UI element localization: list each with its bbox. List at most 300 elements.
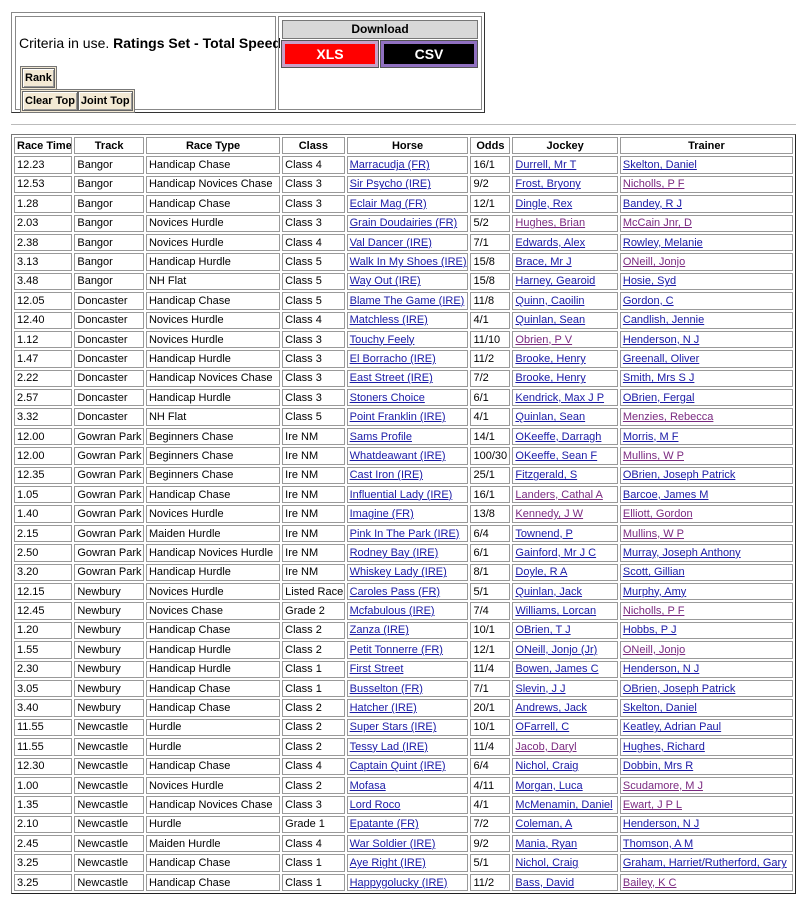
trainer-link[interactable]: ONeill, Jonjo bbox=[622, 643, 686, 656]
jockey-link[interactable]: Landers, Cathal A bbox=[515, 488, 603, 501]
table-row bbox=[14, 816, 793, 833]
trainer-cell bbox=[620, 602, 793, 619]
jockey-link[interactable]: ONeill, Jonjo (Jr) bbox=[515, 643, 598, 656]
jockey-cell bbox=[512, 738, 617, 755]
horse-link[interactable]: Tessy Lad (IRE) bbox=[349, 740, 428, 753]
trainer-link[interactable]: Elliott, Gordon bbox=[622, 508, 693, 521]
jockey-link[interactable]: Fitzgerald, S bbox=[515, 469, 578, 482]
horse-link[interactable]: Busselton (FR) bbox=[349, 682, 423, 695]
jockey-cell bbox=[512, 156, 617, 173]
table-row bbox=[14, 195, 793, 212]
jockey-link[interactable]: Slevin, J J bbox=[515, 682, 566, 695]
track-cell: Gowran Park bbox=[74, 467, 144, 484]
trainer-cell bbox=[620, 505, 793, 522]
horse-cell bbox=[347, 408, 469, 425]
jockey-link[interactable]: Brooke, Henry bbox=[515, 372, 586, 385]
race-time-cell: 3.48 bbox=[14, 273, 72, 290]
trainer-link[interactable]: Skelton, Daniel bbox=[622, 159, 697, 172]
class-cell: Class 2 bbox=[282, 622, 344, 639]
odds-cell: 11/4 bbox=[470, 661, 510, 678]
trainer-cell bbox=[620, 312, 793, 329]
track-cell: Gowran Park bbox=[74, 505, 144, 522]
trainer-link[interactable]: Rowley, Melanie bbox=[622, 236, 703, 249]
horse-cell bbox=[347, 253, 469, 270]
jockey-link[interactable]: Dingle, Rex bbox=[515, 197, 573, 210]
jockey-link[interactable]: Brace, Mr J bbox=[515, 256, 572, 269]
track-cell: Bangor bbox=[74, 176, 144, 193]
track-cell: Newcastle bbox=[74, 777, 144, 794]
table-row bbox=[14, 389, 793, 406]
horse-link[interactable]: Pink In The Park (IRE) bbox=[349, 527, 460, 540]
class-cell: Class 2 bbox=[282, 777, 344, 794]
trainer-link[interactable]: Nicholls, P F bbox=[622, 178, 685, 191]
jockey-cell bbox=[512, 505, 617, 522]
trainer-link[interactable]: Bailey, K C bbox=[622, 876, 677, 889]
class-cell: Class 3 bbox=[282, 176, 344, 193]
table-row bbox=[14, 273, 793, 290]
jockey-link[interactable]: Nichol, Craig bbox=[515, 857, 579, 870]
horse-link[interactable]: Aye Right (IRE) bbox=[349, 857, 426, 870]
track-cell: Gowran Park bbox=[74, 525, 144, 542]
trainer-link[interactable]: Hosie, Syd bbox=[622, 275, 677, 288]
race-time-cell: 3.20 bbox=[14, 564, 72, 581]
horse-cell bbox=[347, 719, 469, 736]
column-header-race-type: Race Type bbox=[146, 137, 280, 154]
criteria-text bbox=[19, 35, 281, 51]
horse-link[interactable]: Captain Quint (IRE) bbox=[349, 760, 446, 773]
horse-link[interactable]: Matchless (IRE) bbox=[349, 314, 428, 327]
race-time-cell: 12.15 bbox=[14, 583, 72, 600]
horse-cell bbox=[347, 505, 469, 522]
horse-link[interactable]: Influential Lady (IRE) bbox=[349, 488, 453, 501]
race-time-cell: 2.38 bbox=[14, 234, 72, 251]
race-type-cell: Handicap Hurdle bbox=[146, 564, 280, 581]
track-cell: Newcastle bbox=[74, 816, 144, 833]
trainer-cell bbox=[620, 195, 793, 212]
horse-link[interactable]: Happygolucky (IRE) bbox=[349, 876, 448, 889]
trainer-link[interactable]: Bandey, R J bbox=[622, 197, 682, 210]
track-cell: Bangor bbox=[74, 253, 144, 270]
class-cell: Class 5 bbox=[282, 273, 344, 290]
trainer-link[interactable]: Keatley, Adrian Paul bbox=[622, 721, 722, 734]
trainer-cell bbox=[620, 331, 793, 348]
class-cell: Class 3 bbox=[282, 215, 344, 232]
trainer-cell bbox=[620, 738, 793, 755]
table-row bbox=[14, 505, 793, 522]
trainer-link[interactable]: Candlish, Jennie bbox=[622, 314, 705, 327]
jockey-link[interactable]: Quinlan, Sean bbox=[515, 314, 586, 327]
race-time-cell: 3.13 bbox=[14, 253, 72, 270]
trainer-cell bbox=[620, 777, 793, 794]
race-time-cell: 2.03 bbox=[14, 215, 72, 232]
horse-link[interactable]: Marracudja (FR) bbox=[349, 159, 430, 172]
jockey-link[interactable]: Andrews, Jack bbox=[515, 702, 587, 715]
class-cell: Class 1 bbox=[282, 854, 344, 871]
horse-link[interactable]: Hatcher (IRE) bbox=[349, 702, 417, 715]
odds-cell: 5/1 bbox=[470, 583, 510, 600]
trainer-link[interactable]: Barcoe, James M bbox=[622, 488, 709, 501]
odds-cell: 7/1 bbox=[470, 234, 510, 251]
jockey-cell bbox=[512, 719, 617, 736]
trainer-link[interactable]: OBrien, Joseph Patrick bbox=[622, 682, 736, 695]
track-cell: Doncaster bbox=[74, 370, 144, 387]
horse-link[interactable]: Zanza (IRE) bbox=[349, 624, 409, 637]
jockey-link[interactable]: Brooke, Henry bbox=[515, 352, 586, 365]
race-time-cell: 1.12 bbox=[14, 331, 72, 348]
race-type-cell: Handicap Chase bbox=[146, 874, 280, 891]
odds-cell: 7/2 bbox=[470, 370, 510, 387]
horse-cell bbox=[347, 447, 469, 464]
horse-link[interactable]: Caroles Pass (FR) bbox=[349, 585, 441, 598]
class-cell: Class 2 bbox=[282, 699, 344, 716]
trainer-link[interactable]: Gordon, C bbox=[622, 294, 674, 307]
jockey-cell bbox=[512, 680, 617, 697]
odds-cell: 6/1 bbox=[470, 389, 510, 406]
race-type-cell: Novices Hurdle bbox=[146, 583, 280, 600]
odds-cell: 12/1 bbox=[470, 195, 510, 212]
horse-cell bbox=[347, 292, 469, 309]
jockey-link[interactable]: Gainford, Mr J C bbox=[515, 546, 597, 559]
odds-cell: 11/2 bbox=[470, 350, 510, 367]
odds-cell: 16/1 bbox=[470, 156, 510, 173]
race-time-cell: 12.53 bbox=[14, 176, 72, 193]
table-row bbox=[14, 699, 793, 716]
horse-link[interactable]: Imagine (FR) bbox=[349, 508, 414, 521]
horse-link[interactable]: Super Stars (IRE) bbox=[349, 721, 437, 734]
horse-cell bbox=[347, 738, 469, 755]
track-cell: Gowran Park bbox=[74, 486, 144, 503]
track-cell: Gowran Park bbox=[74, 428, 144, 445]
trainer-link[interactable]: Hobbs, P J bbox=[622, 624, 677, 637]
horse-link[interactable]: First Street bbox=[349, 663, 404, 676]
horse-cell bbox=[347, 486, 469, 503]
horse-link[interactable]: Lord Roco bbox=[349, 798, 401, 811]
horse-cell bbox=[347, 156, 469, 173]
track-cell: Doncaster bbox=[74, 350, 144, 367]
horse-link[interactable]: Rodney Bay (IRE) bbox=[349, 546, 439, 559]
race-type-cell: Hurdle bbox=[146, 719, 280, 736]
jockey-link[interactable]: Bass, David bbox=[515, 876, 575, 889]
track-cell: Bangor bbox=[74, 195, 144, 212]
trainer-link[interactable]: McCain Jnr, D bbox=[622, 217, 692, 230]
table-row bbox=[14, 544, 793, 561]
jockey-link[interactable]: Harney, Gearoid bbox=[515, 275, 596, 288]
race-time-cell: 1.20 bbox=[14, 622, 72, 639]
race-type-cell: Handicap Hurdle bbox=[146, 661, 280, 678]
jockey-cell bbox=[512, 292, 617, 309]
race-time-cell: 12.45 bbox=[14, 602, 72, 619]
horse-cell bbox=[347, 816, 469, 833]
horse-link[interactable]: Grain Doudairies (FR) bbox=[349, 217, 458, 230]
trainer-link[interactable]: Scott, Gillian bbox=[622, 566, 685, 579]
horse-cell bbox=[347, 699, 469, 716]
odds-cell: 7/4 bbox=[470, 602, 510, 619]
jockey-cell bbox=[512, 215, 617, 232]
rank-button-wrap bbox=[20, 66, 57, 90]
trainer-cell bbox=[620, 253, 793, 270]
horse-link[interactable]: Epatante (FR) bbox=[349, 818, 419, 831]
table-row bbox=[14, 777, 793, 794]
trainer-link[interactable]: Morris, M F bbox=[622, 430, 679, 443]
jockey-cell bbox=[512, 350, 617, 367]
trainer-cell bbox=[620, 854, 793, 871]
horse-link[interactable]: El Borracho (IRE) bbox=[349, 352, 436, 365]
horse-cell bbox=[347, 602, 469, 619]
jockey-link[interactable]: OBrien, T J bbox=[515, 624, 571, 637]
race-type-cell: Handicap Chase bbox=[146, 486, 280, 503]
column-header-trainer: Trainer bbox=[620, 137, 793, 154]
horse-link[interactable]: Way Out (IRE) bbox=[349, 275, 421, 288]
trainer-link[interactable]: Murphy, Amy bbox=[622, 585, 687, 598]
trainer-cell bbox=[620, 680, 793, 697]
trainer-link[interactable]: Greenall, Oliver bbox=[622, 352, 700, 365]
horse-link[interactable]: Eclair Mag (FR) bbox=[349, 197, 427, 210]
odds-cell: 7/2 bbox=[470, 816, 510, 833]
jockey-link[interactable]: Townend, P bbox=[515, 527, 573, 540]
jockey-link[interactable]: Williams, Lorcan bbox=[515, 605, 597, 618]
jockey-link[interactable]: Kendrick, Max J P bbox=[515, 391, 605, 404]
xls-download-button[interactable]: XLS bbox=[282, 41, 378, 67]
class-cell: Class 5 bbox=[282, 292, 344, 309]
track-cell: Newcastle bbox=[74, 758, 144, 775]
horse-link[interactable]: Walk In My Shoes (IRE) bbox=[349, 256, 467, 269]
horse-cell bbox=[347, 874, 469, 891]
race-time-cell: 3.25 bbox=[14, 854, 72, 871]
trainer-link[interactable]: Mullins, W P bbox=[622, 449, 684, 462]
jockey-link[interactable]: Bowen, James C bbox=[515, 663, 599, 676]
top-buttons-wrap bbox=[20, 89, 135, 113]
race-type-cell: Handicap Hurdle bbox=[146, 389, 280, 406]
odds-cell: 16/1 bbox=[470, 486, 510, 503]
jockey-cell bbox=[512, 408, 617, 425]
race-time-cell: 3.40 bbox=[14, 699, 72, 716]
trainer-cell bbox=[620, 176, 793, 193]
jockey-cell bbox=[512, 389, 617, 406]
trainer-link[interactable]: Henderson, N J bbox=[622, 663, 700, 676]
odds-cell: 15/8 bbox=[470, 253, 510, 270]
jockey-link[interactable]: Obrien, P V bbox=[515, 333, 573, 346]
race-time-cell: 1.40 bbox=[14, 505, 72, 522]
track-cell: Newbury bbox=[74, 602, 144, 619]
trainer-link[interactable]: Scudamore, M J bbox=[622, 779, 703, 792]
jockey-link[interactable]: Durrell, Mr T bbox=[515, 159, 577, 172]
race-time-cell: 3.32 bbox=[14, 408, 72, 425]
jockey-link[interactable]: Quinlan, Jack bbox=[515, 585, 583, 598]
trainer-cell bbox=[620, 234, 793, 251]
track-cell: Bangor bbox=[74, 273, 144, 290]
class-cell: Ire NM bbox=[282, 486, 344, 503]
jockey-cell bbox=[512, 195, 617, 212]
odds-cell: 4/1 bbox=[470, 312, 510, 329]
jockey-cell bbox=[512, 777, 617, 794]
jockey-cell bbox=[512, 544, 617, 561]
table-row bbox=[14, 583, 793, 600]
class-cell: Class 3 bbox=[282, 350, 344, 367]
trainer-link[interactable]: Graham, Harriet/Rutherford, Gary bbox=[622, 857, 787, 870]
horse-link[interactable]: Sams Profile bbox=[349, 430, 412, 443]
track-cell: Newbury bbox=[74, 680, 144, 697]
horse-cell bbox=[347, 854, 469, 871]
horse-link[interactable]: Mcfabulous (IRE) bbox=[349, 605, 435, 618]
race-time-cell: 12.35 bbox=[14, 467, 72, 484]
horse-link[interactable]: Val Dancer (IRE) bbox=[349, 236, 432, 249]
table-row bbox=[14, 564, 793, 581]
csv-download-button[interactable]: CSV bbox=[381, 41, 477, 67]
race-type-cell: Handicap Chase bbox=[146, 292, 280, 309]
horse-link[interactable]: Mofasa bbox=[349, 779, 386, 792]
class-cell: Class 4 bbox=[282, 758, 344, 775]
jockey-link[interactable]: Nichol, Craig bbox=[515, 760, 579, 773]
jockey-link[interactable]: OKeeffe, Sean F bbox=[515, 449, 598, 462]
horse-link[interactable]: Petit Tonnerre (FR) bbox=[349, 643, 443, 656]
odds-cell: 11/8 bbox=[470, 292, 510, 309]
jockey-cell bbox=[512, 854, 617, 871]
trainer-cell bbox=[620, 156, 793, 173]
track-cell: Bangor bbox=[74, 215, 144, 232]
race-time-cell: 1.55 bbox=[14, 641, 72, 658]
class-cell: Ire NM bbox=[282, 467, 344, 484]
race-type-cell: Handicap Novices Hurdle bbox=[146, 544, 280, 561]
race-type-cell: Hurdle bbox=[146, 816, 280, 833]
trainer-cell bbox=[620, 661, 793, 678]
jockey-link[interactable]: Coleman, A bbox=[515, 818, 573, 831]
trainer-link[interactable]: Skelton, Daniel bbox=[622, 702, 697, 715]
jockey-cell bbox=[512, 699, 617, 716]
trainer-link[interactable]: Menzies, Rebecca bbox=[622, 411, 714, 424]
jockey-link[interactable]: Mania, Ryan bbox=[515, 837, 578, 850]
track-cell: Newbury bbox=[74, 699, 144, 716]
race-type-cell: Beginners Chase bbox=[146, 447, 280, 464]
class-cell: Class 2 bbox=[282, 641, 344, 658]
jockey-link[interactable]: Quinlan, Sean bbox=[515, 411, 586, 424]
horse-cell bbox=[347, 331, 469, 348]
odds-cell: 4/1 bbox=[470, 796, 510, 813]
horse-link[interactable]: Whiskey Lady (IRE) bbox=[349, 566, 447, 579]
race-time-cell: 3.05 bbox=[14, 680, 72, 697]
trainer-link[interactable]: Smith, Mrs S J bbox=[622, 372, 695, 385]
trainer-link[interactable]: Henderson, N J bbox=[622, 818, 700, 831]
jockey-link[interactable]: Quinn, Caoilin bbox=[515, 294, 585, 307]
column-header-track: Track bbox=[74, 137, 144, 154]
jockey-link[interactable]: McMenamin, Daniel bbox=[515, 798, 613, 811]
clear-top-button[interactable]: Clear Top bbox=[22, 91, 78, 111]
horse-link[interactable]: Stoners Choice bbox=[349, 391, 425, 404]
trainer-link[interactable]: Dobbin, Mrs R bbox=[622, 760, 694, 773]
odds-cell: 11/2 bbox=[470, 874, 510, 891]
class-cell: Listed Race bbox=[282, 583, 344, 600]
trainer-cell bbox=[620, 835, 793, 852]
trainer-cell bbox=[620, 447, 793, 464]
jockey-link[interactable]: Jacob, Daryl bbox=[515, 740, 577, 753]
jockey-link[interactable]: Doyle, R A bbox=[515, 566, 568, 579]
trainer-link[interactable]: Murray, Joseph Anthony bbox=[622, 546, 741, 559]
race-time-cell: 1.05 bbox=[14, 486, 72, 503]
class-cell: Class 3 bbox=[282, 195, 344, 212]
race-time-cell: 12.40 bbox=[14, 312, 72, 329]
race-type-cell: Maiden Hurdle bbox=[146, 525, 280, 542]
race-type-cell: Handicap Chase bbox=[146, 156, 280, 173]
race-type-cell: Hurdle bbox=[146, 738, 280, 755]
horse-link[interactable]: Blame The Game (IRE) bbox=[349, 294, 465, 307]
jockey-link[interactable]: Hughes, Brian bbox=[515, 217, 586, 230]
jockey-link[interactable]: OKeeffe, Darragh bbox=[515, 430, 602, 443]
jockey-cell bbox=[512, 467, 617, 484]
trainer-link[interactable]: Ewart, J P L bbox=[622, 798, 682, 811]
horse-link[interactable]: Cast Iron (IRE) bbox=[349, 469, 423, 482]
jockey-cell bbox=[512, 312, 617, 329]
jockey-link[interactable]: Morgan, Luca bbox=[515, 779, 583, 792]
trainer-link[interactable]: Mullins, W P bbox=[622, 527, 684, 540]
jockey-link[interactable]: Edwards, Alex bbox=[515, 236, 586, 249]
odds-cell: 9/2 bbox=[470, 835, 510, 852]
table-row bbox=[14, 602, 793, 619]
odds-cell: 100/30 bbox=[470, 447, 510, 464]
jockey-cell bbox=[512, 641, 617, 658]
track-cell: Newcastle bbox=[74, 854, 144, 871]
rank-button[interactable]: Rank bbox=[22, 68, 55, 88]
trainer-cell bbox=[620, 389, 793, 406]
race-type-cell: Handicap Chase bbox=[146, 680, 280, 697]
race-type-cell: Handicap Hurdle bbox=[146, 641, 280, 658]
horse-link[interactable]: War Soldier (IRE) bbox=[349, 837, 436, 850]
race-type-cell: Maiden Hurdle bbox=[146, 835, 280, 852]
class-cell: Class 5 bbox=[282, 408, 344, 425]
horse-link[interactable]: Point Franklin (IRE) bbox=[349, 411, 446, 424]
race-type-cell: Novices Hurdle bbox=[146, 777, 280, 794]
table-row bbox=[14, 680, 793, 697]
trainer-link[interactable]: Henderson, N J bbox=[622, 333, 700, 346]
trainer-link[interactable]: ONeill, Jonjo bbox=[622, 256, 686, 269]
track-cell: Newbury bbox=[74, 622, 144, 639]
odds-cell: 13/8 bbox=[470, 505, 510, 522]
horse-link[interactable]: Whatdeawant (IRE) bbox=[349, 449, 446, 462]
odds-cell: 11/10 bbox=[470, 331, 510, 348]
criteria-prefix: Criteria in use. bbox=[19, 35, 110, 51]
track-cell: Newcastle bbox=[74, 835, 144, 852]
jockey-link[interactable]: Frost, Bryony bbox=[515, 178, 581, 191]
race-time-cell: 11.55 bbox=[14, 738, 72, 755]
jockey-link[interactable]: Kennedy, J W bbox=[515, 508, 584, 521]
joint-top-button[interactable]: Joint Top bbox=[78, 91, 133, 111]
race-time-cell: 2.45 bbox=[14, 835, 72, 852]
jockey-link[interactable]: OFarrell, C bbox=[515, 721, 570, 734]
trainer-cell bbox=[620, 215, 793, 232]
horse-link[interactable]: Touchy Feely bbox=[349, 333, 415, 346]
trainer-link[interactable]: OBrien, Fergal bbox=[622, 391, 695, 404]
horse-cell bbox=[347, 234, 469, 251]
jockey-cell bbox=[512, 758, 617, 775]
trainer-link[interactable]: Thomson, A M bbox=[622, 837, 694, 850]
horse-link[interactable]: East Street (IRE) bbox=[349, 372, 433, 385]
trainer-link[interactable]: OBrien, Joseph Patrick bbox=[622, 469, 736, 482]
odds-cell: 15/8 bbox=[470, 273, 510, 290]
class-cell: Grade 1 bbox=[282, 816, 344, 833]
class-cell: Class 1 bbox=[282, 661, 344, 678]
race-time-cell: 3.25 bbox=[14, 874, 72, 891]
jockey-cell bbox=[512, 486, 617, 503]
trainer-link[interactable]: Hughes, Richard bbox=[622, 740, 705, 753]
horse-link[interactable]: Sir Psycho (IRE) bbox=[349, 178, 431, 191]
trainer-cell bbox=[620, 428, 793, 445]
table-row bbox=[14, 525, 793, 542]
trainer-link[interactable]: Nicholls, P F bbox=[622, 605, 685, 618]
table-row bbox=[14, 486, 793, 503]
odds-cell: 9/2 bbox=[470, 176, 510, 193]
horse-cell bbox=[347, 467, 469, 484]
trainer-cell bbox=[620, 719, 793, 736]
jockey-cell bbox=[512, 602, 617, 619]
trainer-cell bbox=[620, 816, 793, 833]
